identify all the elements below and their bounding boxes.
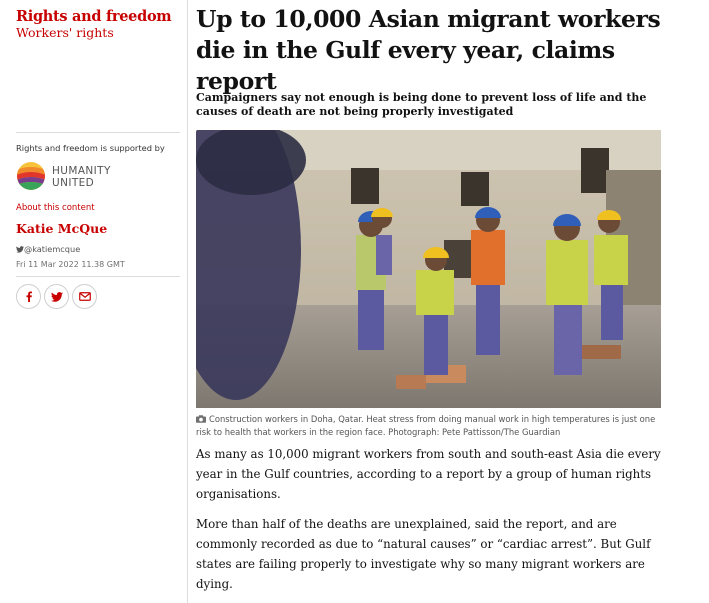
divider — [16, 276, 180, 277]
twitter-icon — [51, 292, 63, 302]
sponsor-logo-link[interactable] — [16, 161, 156, 193]
email-icon — [79, 292, 91, 301]
publish-date: Fri 11 Mar 2022 11.38 GMT — [16, 260, 125, 269]
share-facebook-button[interactable] — [16, 284, 41, 309]
humanity-united-logo-icon — [16, 161, 46, 191]
body-paragraph-1: As many as 10,000 migrant workers from south and south-east Asia die every year in the Gulf countries, according to a report by a group of human rights organisations. — [196, 447, 661, 501]
headline: Up to 10,000 Asian migrant workers die in the Gulf every year, claims report — [196, 5, 661, 95]
about-this-content-link[interactable]: About this content — [16, 203, 95, 213]
supported-by-label: Rights and freedom is supported by — [16, 143, 165, 153]
article-body — [196, 444, 666, 603]
standfirst: Campaigners say not enough is being done to prevent loss of life and the causes of death are not being properly investigated — [196, 91, 647, 118]
twitter-bird-icon — [16, 246, 24, 253]
caption-text: Construction workers in Doha, Qatar. Heat stress from doing manual work in high temperatures is just one risk to health that workers in the region face. Photograph: Pete Pattisson/The Guardian — [196, 414, 656, 437]
body-paragraph-2: More than half of the deaths are unexplained, said the report, and are commonly recorded as due to “natural causes” or “cardiac arrest”. But Gulf states are failing properly to investigate why so many migrant workers are dying. — [196, 517, 651, 591]
left-column — [0, 0, 188, 603]
twitter-handle: @katiemcque — [24, 244, 81, 254]
camera-icon — [196, 415, 206, 423]
section-link[interactable]: Rights and freedom — [16, 8, 172, 25]
facebook-icon — [24, 291, 34, 302]
construction-workers-photo — [196, 130, 661, 408]
share-twitter-button[interactable] — [44, 284, 69, 309]
author-link[interactable]: Katie McQue — [16, 221, 108, 236]
sponsor-name-line1: HUMANITY — [52, 165, 111, 177]
share-email-button[interactable] — [72, 284, 97, 309]
main-photo — [196, 130, 661, 408]
sponsor-name — [52, 165, 111, 189]
photo-caption — [196, 413, 666, 438]
sponsor-name-line2: UNITED — [52, 177, 95, 189]
series-link[interactable]: Workers' rights — [16, 25, 114, 40]
divider — [16, 132, 180, 133]
author-twitter-link[interactable] — [16, 244, 80, 254]
